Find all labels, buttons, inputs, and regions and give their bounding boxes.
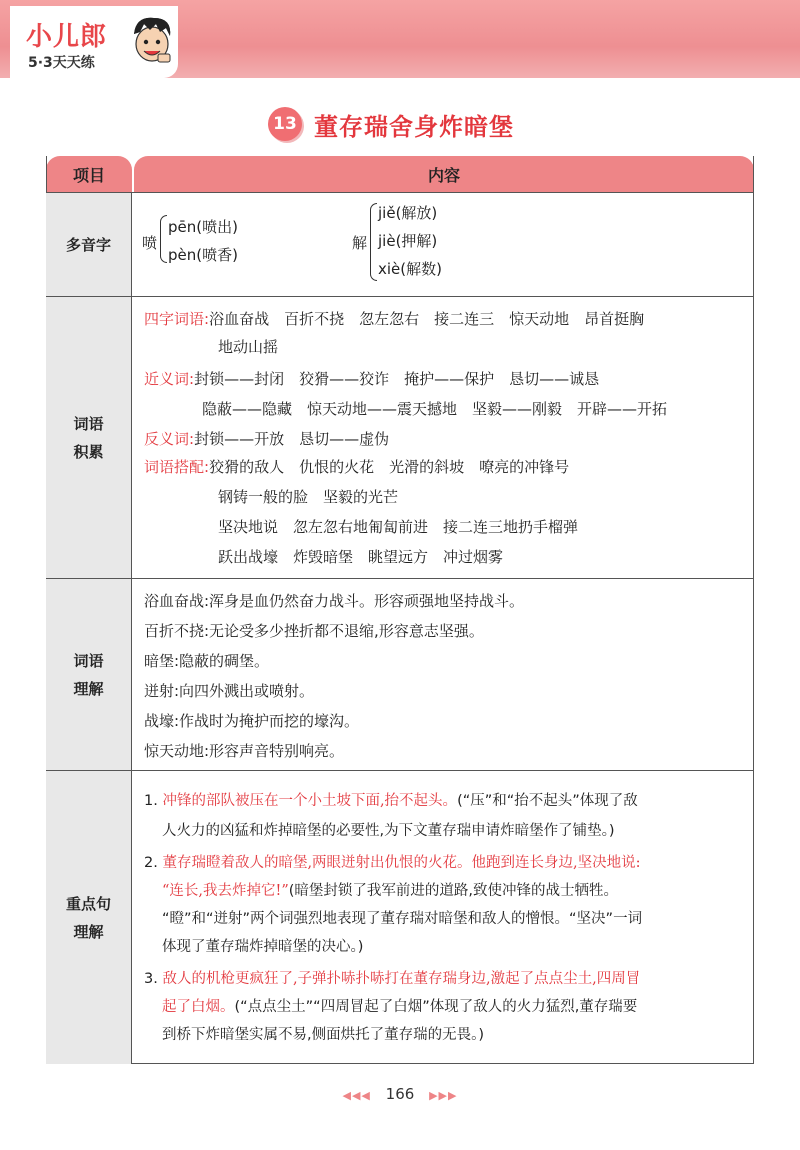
logo-subtitle: 5·3天天练 bbox=[28, 55, 95, 71]
boy-mascot-icon bbox=[128, 14, 176, 66]
definition-line: 惊天动地:形容声音特别响亮。 bbox=[144, 742, 345, 760]
item-number: 3. bbox=[144, 971, 158, 987]
definition-line: 百折不挠:无论受多少挫折都不退缩,形容意志坚强。 bbox=[144, 622, 484, 640]
quote-sentence: 董存瑞瞪着敌人的暗堡,两眼迸射出仇恨的火花。他跑到连长身边,坚决地说: bbox=[162, 855, 641, 871]
collocation-words-3: 坚决地说 忽左忽右地匍匐前进 接二连三地扔手榴弹 bbox=[218, 518, 579, 536]
antonym-words: 封锁——开放 恳切——虚伪 bbox=[194, 430, 390, 448]
antonym-label: 反义词: bbox=[144, 430, 195, 448]
definition-line: 迸射:向四外溅出或喷射。 bbox=[144, 682, 315, 700]
lesson-number-badge: 13 bbox=[268, 107, 302, 141]
column-header-item: 项目 bbox=[46, 156, 132, 192]
logo-title: 小儿郎 bbox=[26, 22, 108, 52]
reading-xie4: xiè(解数) bbox=[378, 260, 442, 278]
polyphone-char-jie: 解 bbox=[352, 234, 368, 252]
collocation-words: 狡猾的敌人 仇恨的火花 光滑的斜坡 嘹亮的冲锋号 bbox=[209, 458, 570, 476]
column-header-content: 内容 bbox=[134, 156, 754, 192]
analysis-note: (“点点尘土”“四周冒起了白烟”体现了敌人的火力猛烈,董存瑞要 bbox=[234, 999, 638, 1015]
lesson-title-text: 董存瑞舍身炸暗堡 bbox=[314, 112, 514, 141]
item-number: 1. bbox=[144, 793, 158, 809]
analysis-note: (“压”和“抬不起头”体现了敌 bbox=[457, 793, 638, 809]
collocation-words-4: 跃出战壕 炸毁暗堡 眺望远方 冲过烟雾 bbox=[218, 548, 504, 566]
collocation-words-2: 钢铸一般的脸 坚毅的光芒 bbox=[218, 488, 399, 506]
row-label-vocabulary: 词语 积累 bbox=[46, 297, 132, 578]
definition-line: 战壕:作战时为掩护而挖的壕沟。 bbox=[144, 712, 360, 730]
analysis-note: 体现了董存瑞炸掉暗堡的决心。) bbox=[162, 939, 364, 955]
lesson-title bbox=[268, 104, 514, 144]
right-arrows-icon: ▶▶▶ bbox=[429, 1089, 458, 1102]
quote-sentence: 冲锋的部队被压在一个小土坡下面,抬不起头。 bbox=[162, 793, 458, 809]
synonym-words-cont: 隐蔽——隐藏 惊天动地——震天撼地 坚毅——刚毅 开辟——开拓 bbox=[202, 400, 668, 418]
quote-sentence: 起了白烟。 bbox=[162, 999, 235, 1015]
definition-line: 暗堡:隐蔽的碉堡。 bbox=[144, 652, 270, 670]
reading-pen1: pēn(喷出) bbox=[168, 218, 238, 236]
reading-pen4: pèn(喷香) bbox=[168, 246, 238, 264]
logo bbox=[10, 6, 178, 78]
quote-sentence: 敌人的机枪更疯狂了,子弹扑哧扑哧打在董存瑞身边,激起了点点尘土,四周冒 bbox=[162, 971, 641, 987]
brace-icon bbox=[160, 215, 167, 263]
analysis-note: 人火力的凶猛和炸掉暗堡的必要性,为下文董存瑞申请炸暗堡作了铺垫。) bbox=[162, 823, 615, 839]
collocation-label: 词语搭配: bbox=[144, 458, 210, 476]
four-char-label: 四字词语: bbox=[144, 310, 210, 328]
row-vocabulary bbox=[46, 296, 754, 578]
quote-sentence: “连长,我去炸掉它!” bbox=[162, 883, 289, 899]
synonym-words: 封锁——封闭 狡猾——狡诈 掩护——保护 恳切——诚恳 bbox=[194, 370, 600, 388]
polyphone-char-pen: 喷 bbox=[142, 234, 158, 252]
page-number: ◀◀◀ 166 ▶▶▶ bbox=[342, 1085, 458, 1103]
item-number: 2. bbox=[144, 855, 158, 871]
left-arrows-icon: ◀◀◀ bbox=[342, 1089, 371, 1102]
analysis-note: 到桥下炸暗堡实属不易,侧面烘托了董存瑞的无畏。) bbox=[162, 1027, 485, 1043]
analysis-note: “瞪”和“迸射”两个词强烈地表现了董存瑞对暗堡和敌人的憎恨。“坚决”一词 bbox=[162, 911, 643, 927]
reading-jie3: jiě(解放) bbox=[378, 204, 438, 222]
definition-line: 浴血奋战:浑身是血仍然奋力战斗。形容顽强地坚持战斗。 bbox=[144, 592, 525, 610]
analysis-note: (暗堡封锁了我军前进的道路,致使冲锋的战士牺牲。 bbox=[288, 883, 619, 899]
brace-icon bbox=[370, 203, 377, 281]
row-label-polyphone: 多音字 bbox=[46, 193, 132, 296]
row-key-sentences bbox=[46, 770, 754, 1064]
reading-jie4: jiè(押解) bbox=[378, 232, 438, 250]
four-char-words-cont: 地动山摇 bbox=[218, 338, 279, 356]
four-char-words: 浴血奋战 百折不挠 忽左忽右 接二连三 惊天动地 昂首挺胸 bbox=[209, 310, 645, 328]
row-label-understanding: 词语 理解 bbox=[46, 579, 132, 770]
row-polyphone bbox=[46, 192, 754, 296]
row-label-key-sentences: 重点句 理解 bbox=[46, 771, 132, 1064]
synonym-label: 近义词: bbox=[144, 370, 195, 388]
row-word-understanding bbox=[46, 578, 754, 770]
